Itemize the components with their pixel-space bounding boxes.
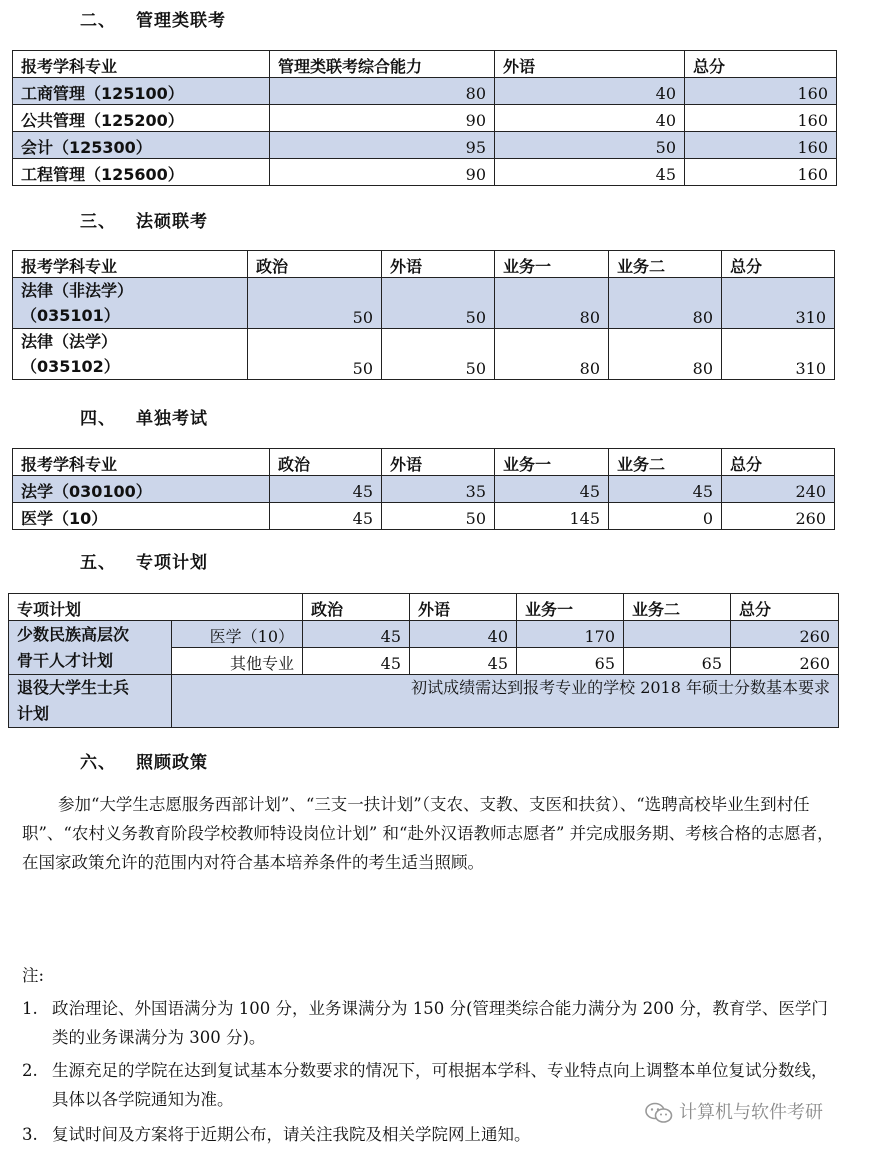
watermark: 计算机与软件考研 (645, 1098, 823, 1124)
score-cell: 45 (270, 476, 382, 503)
total-cell: 260 (722, 503, 835, 530)
major-name: 工程管理（125600） (13, 159, 270, 186)
table-row (13, 105, 837, 132)
score-cell: 95 (270, 132, 495, 159)
wechat-icon (645, 1102, 673, 1124)
table-law-master-exam (12, 250, 835, 380)
score-cell: 45 (270, 503, 382, 530)
header-cell: 政治 (303, 594, 410, 621)
score-cell: 80 (609, 278, 722, 329)
score-cell: 65 (517, 648, 624, 675)
total-cell: 160 (685, 132, 837, 159)
total-cell: 160 (685, 105, 837, 132)
sub-major-other: 其他专业 (172, 648, 303, 675)
table-row (9, 675, 839, 728)
major-name: 会计（125300） (13, 132, 270, 159)
table-row (13, 278, 835, 329)
total-cell: 260 (731, 621, 839, 648)
header-cell: 业务二 (609, 251, 722, 278)
header-cell: 业务一 (517, 594, 624, 621)
table-header-row (13, 51, 837, 78)
header-cell: 业务二 (609, 449, 722, 476)
table-header-row (13, 449, 835, 476)
table-header-row (13, 251, 835, 278)
note-item: 2. 生源充足的学院在达到复试基本分数要求的情况下，可根据本学科、专业特点向上调整本单位复试分数线，具体以各学院通知为准。 (22, 1061, 828, 1109)
section-title-independent-exam: 四、 单独考试 (80, 409, 208, 429)
header-cell: 专项计划 (9, 594, 303, 621)
table-row (13, 159, 837, 186)
score-cell: 40 (410, 621, 517, 648)
major-name: 法律（非法学） （035101） (13, 278, 248, 329)
header-cell: 报考学科专业 (13, 51, 270, 78)
policy-paragraph: 参加“大学生志愿服务西部计划”、“三支一扶计划”（支农、支教、支医和扶贫）、“选聘高校毕业生到村任职”、“农村义务教育阶段学校教师特设岗位计划” 和“赴外汉语教师志愿者” 并完成服务期、考核合格的志愿者，在国家政策允许的范围内对符合基本培养条件的考生适当照顾。 (22, 795, 834, 872)
score-cell: 45 (410, 648, 517, 675)
header-cell: 总分 (731, 594, 839, 621)
major-name: 公共管理（125200） (13, 105, 270, 132)
score-cell: 50 (382, 278, 495, 329)
score-cell: 170 (517, 621, 624, 648)
score-cell: 45 (609, 476, 722, 503)
score-cell: 50 (382, 329, 495, 380)
score-cell: 65 (624, 648, 731, 675)
header-cell: 外语 (382, 449, 495, 476)
total-cell: 310 (722, 278, 835, 329)
table-management-exam (12, 50, 837, 186)
score-cell: 45 (495, 159, 685, 186)
major-name: 医学（10） (13, 503, 270, 530)
header-cell: 总分 (722, 449, 835, 476)
score-cell: 40 (495, 105, 685, 132)
plan-name-minority: 少数民族高层次 骨干人才计划 (9, 621, 172, 675)
major-name: 法律（法学） （035102） (13, 329, 248, 380)
score-cell: 45 (495, 476, 609, 503)
header-cell: 业务二 (624, 594, 731, 621)
header-cell: 业务一 (495, 251, 609, 278)
total-cell: 260 (731, 648, 839, 675)
score-cell: 80 (495, 278, 609, 329)
major-name: 法学（030100） (13, 476, 270, 503)
table-row (13, 132, 837, 159)
header-cell: 报考学科专业 (13, 251, 248, 278)
score-cell: 145 (495, 503, 609, 530)
header-cell: 报考学科专业 (13, 449, 270, 476)
header-cell: 总分 (685, 51, 837, 78)
table-special-plan (8, 593, 839, 728)
sub-major-medicine: 医学（10） (172, 621, 303, 648)
header-cell: 政治 (270, 449, 382, 476)
score-cell: 80 (495, 329, 609, 380)
score-cell: 35 (382, 476, 495, 503)
score-cell: 40 (495, 78, 685, 105)
table-independent-exam (12, 448, 835, 530)
header-cell: 管理类联考综合能力 (270, 51, 495, 78)
score-cell: 50 (248, 329, 382, 380)
table-row (13, 329, 835, 380)
score-cell: 90 (270, 159, 495, 186)
score-cell: 50 (248, 278, 382, 329)
header-cell: 业务一 (495, 449, 609, 476)
score-cell: 0 (609, 503, 722, 530)
note-item: 1. 政治理论、外国语满分为 100 分，业务课满分为 150 分(管理类综合能力满分为 200 分，教育学、医学门类的业务课满分为 300 分)。 (22, 999, 828, 1047)
table-row (13, 476, 835, 503)
table-row (13, 78, 837, 105)
total-cell: 310 (722, 329, 835, 380)
plan-name-veteran: 退役大学生士兵 计划 (9, 675, 172, 728)
total-cell: 160 (685, 78, 837, 105)
score-cell (624, 621, 731, 648)
section-title-law-master: 三、 法硕联考 (80, 212, 208, 232)
note-item: 3. 复试时间及方案将于近期公布，请关注我院及相关学院网上通知。 (22, 1125, 531, 1144)
table-row (9, 621, 839, 648)
notes-heading: 注: (22, 966, 45, 985)
header-cell: 外语 (382, 251, 495, 278)
total-cell: 160 (685, 159, 837, 186)
section-title-special-plan: 五、 专项计划 (80, 553, 208, 573)
table-row (13, 503, 835, 530)
header-cell: 总分 (722, 251, 835, 278)
score-cell: 80 (609, 329, 722, 380)
header-cell: 政治 (248, 251, 382, 278)
score-cell: 50 (495, 132, 685, 159)
header-cell: 外语 (495, 51, 685, 78)
major-name: 工商管理（125100） (13, 78, 270, 105)
score-cell: 45 (303, 648, 410, 675)
score-cell: 80 (270, 78, 495, 105)
score-cell: 45 (303, 621, 410, 648)
table-header-row (9, 594, 839, 621)
veteran-requirement: 初试成绩需达到报考专业的学校 2018 年硕士分数基本要求 (172, 675, 839, 728)
total-cell: 240 (722, 476, 835, 503)
header-cell: 外语 (410, 594, 517, 621)
score-cell: 50 (382, 503, 495, 530)
section-title-management: 二、 管理类联考 (80, 11, 226, 31)
score-cell: 90 (270, 105, 495, 132)
section-title-care-policy: 六、 照顾政策 (80, 753, 208, 773)
